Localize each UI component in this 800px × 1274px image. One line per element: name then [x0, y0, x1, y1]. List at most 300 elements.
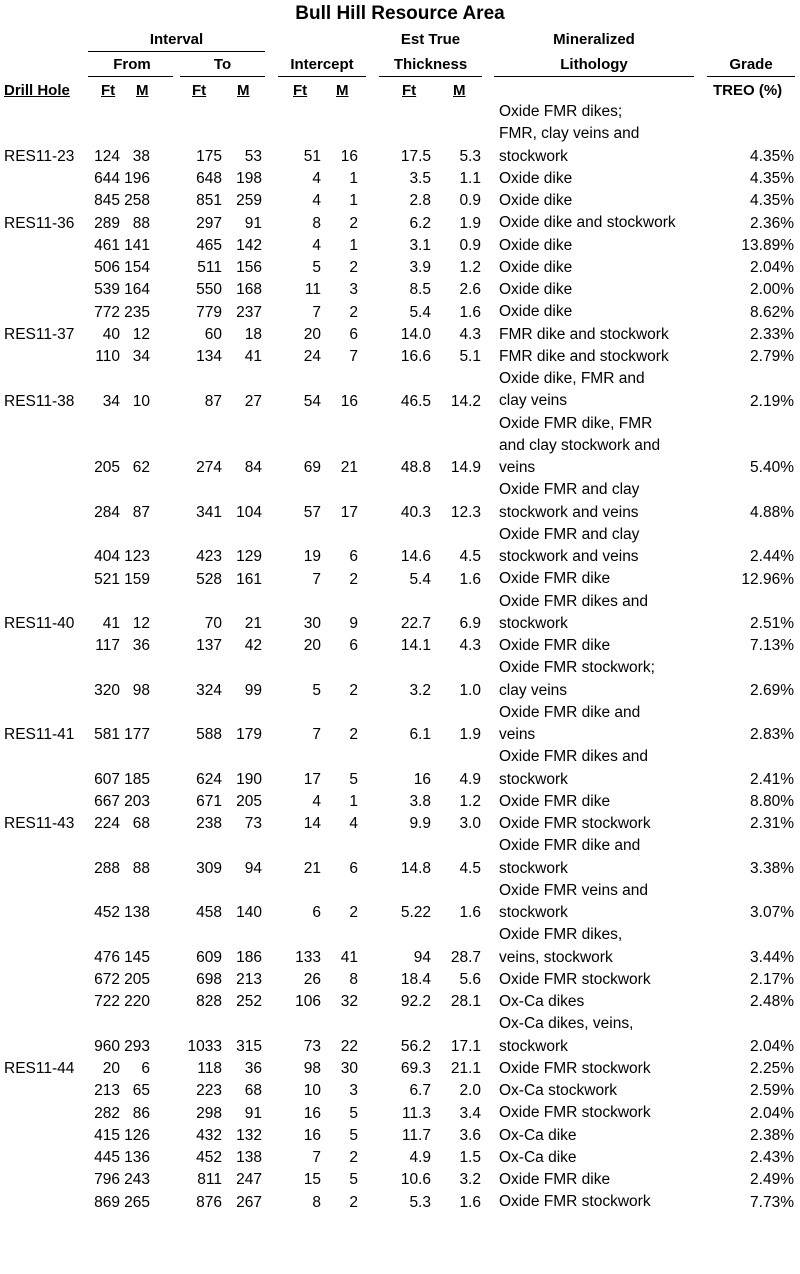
to-ft-cell: 432: [196, 1126, 222, 1144]
intercept-m-cell: 2: [349, 570, 358, 588]
drill-hole-cell: RES11-41: [4, 726, 75, 744]
table-row: [0, 413, 800, 480]
header-est-true: Est True: [400, 31, 461, 48]
table-row: [0, 168, 800, 190]
table-row: [0, 1169, 800, 1191]
from-ft-cell: 320: [94, 681, 120, 699]
intercept-m-cell: 16: [340, 147, 358, 165]
thickness-ft-cell: 5.22: [400, 904, 431, 922]
table-row: [0, 1080, 800, 1102]
from-ft-cell: 796: [94, 1171, 120, 1189]
intercept-m-cell: 2: [349, 214, 358, 232]
lithology-cell: [499, 168, 714, 190]
thickness-m-cell: 14.2: [450, 392, 481, 410]
intercept-ft-cell: 57: [303, 503, 321, 521]
to-ft-cell: 851: [196, 192, 222, 210]
header-drill-hole: Drill Hole: [4, 82, 70, 99]
thickness-m-cell: 5.6: [459, 971, 481, 988]
grade-cell: 4.88%: [750, 503, 794, 521]
drill-hole-cell: RES11-40: [4, 615, 75, 632]
lithology-cell: [499, 1191, 714, 1213]
to-ft-cell: 458: [196, 904, 222, 922]
intercept-m-cell: 5: [349, 1126, 358, 1144]
to-m-cell: 68: [244, 1082, 262, 1100]
grade-cell: 2.31%: [750, 815, 794, 833]
intercept-m-cell: 7: [349, 348, 358, 365]
from-ft-cell: 282: [94, 1104, 120, 1122]
intercept-ft-cell: 4: [312, 793, 321, 810]
to-ft-cell: 223: [196, 1082, 222, 1100]
lithology-line: Oxide dike, FMR and: [499, 370, 645, 387]
from-m-cell: 126: [124, 1126, 150, 1144]
to-m-cell: 27: [244, 392, 262, 410]
table-row: [0, 813, 800, 835]
from-ft-cell: 415: [94, 1126, 120, 1144]
to-m-cell: 179: [236, 726, 262, 744]
from-m-cell: 293: [124, 1037, 150, 1055]
intercept-ft-cell: 30: [303, 615, 321, 632]
to-m-cell: 91: [244, 1104, 262, 1122]
table-row: [0, 746, 800, 791]
lithology-line: stockwork: [499, 1037, 568, 1055]
intercept-ft-cell: 4: [312, 236, 321, 254]
lithology-line: Oxide FMR dike and: [499, 837, 641, 855]
to-ft-cell: 698: [196, 971, 222, 988]
table-row: [0, 924, 800, 969]
table-row: [0, 368, 800, 413]
intercept-m-cell: 2: [349, 1149, 358, 1166]
lithology-cell: [499, 1147, 714, 1169]
intercept-m-cell: 3: [349, 281, 358, 299]
thickness-ft-cell: 4.9: [409, 1149, 431, 1166]
drill-hole-cell: RES11-36: [4, 214, 75, 232]
thickness-ft-cell: 56.2: [400, 1037, 431, 1055]
to-ft-cell: 238: [196, 815, 222, 833]
thickness-ft-cell: 5.4: [409, 303, 431, 321]
lithology-line: Oxide FMR dikes,: [499, 926, 623, 944]
lithology-cell: [499, 813, 714, 835]
thickness-ft-cell: 16: [413, 770, 431, 788]
table-row: [0, 212, 800, 234]
from-m-cell: 196: [124, 170, 150, 187]
intercept-m-cell: 32: [340, 993, 358, 1011]
lithology-cell: [499, 1058, 714, 1080]
thickness-ft-cell: 22.7: [400, 615, 431, 632]
lithology-line: Oxide FMR dike and: [499, 703, 641, 721]
to-m-cell: 21: [244, 615, 262, 632]
thickness-m-cell: 1.9: [459, 726, 481, 744]
intercept-ft-cell: 11: [304, 281, 321, 299]
table-row: [0, 279, 800, 301]
grade-cell: 2.41%: [750, 770, 794, 788]
to-ft-cell: 876: [196, 1193, 222, 1211]
lithology-line: Oxide FMR stockwork: [499, 1104, 651, 1122]
thickness-ft-cell: 3.1: [409, 236, 431, 254]
from-ft-cell: 607: [94, 770, 120, 788]
from-ft-cell: 124: [94, 147, 120, 165]
grade-cell: 2.69%: [750, 681, 794, 699]
lithology-line: stockwork and veins: [499, 548, 639, 565]
thickness-ft-cell: 11.7: [401, 1126, 431, 1144]
to-ft-cell: 779: [196, 303, 222, 321]
intercept-ft-cell: 16: [303, 1126, 321, 1144]
lithology-cell: [499, 257, 714, 279]
lithology-line: FMR, clay veins and: [499, 125, 640, 143]
header-interval: Interval: [149, 31, 204, 48]
lithology-line: Ox-Ca dikes, veins,: [499, 1015, 634, 1033]
header-intercept-m: M: [336, 82, 349, 99]
from-m-cell: 88: [132, 214, 150, 232]
thickness-ft-cell: 14.6: [400, 548, 431, 566]
to-m-cell: 186: [236, 948, 262, 966]
intercept-ft-cell: 4: [312, 170, 321, 187]
lithology-line: Oxide dike: [499, 169, 573, 187]
from-m-cell: 154: [124, 259, 150, 276]
thickness-m-cell: 4.9: [459, 770, 481, 788]
page-title: Bull Hill Resource Area: [295, 3, 505, 24]
from-m-cell: 203: [124, 793, 150, 810]
to-ft-cell: 298: [196, 1104, 222, 1122]
from-ft-cell: 452: [94, 904, 120, 922]
thickness-m-cell: 5.3: [459, 147, 481, 165]
grade-cell: 2.49%: [750, 1171, 794, 1189]
from-m-cell: 68: [132, 815, 150, 833]
lithology-cell: [499, 746, 714, 791]
thickness-m-cell: 17.1: [450, 1037, 481, 1055]
thickness-ft-cell: 14.0: [400, 325, 431, 343]
table-row: [0, 1058, 800, 1080]
header-grade: Grade: [729, 56, 773, 73]
from-m-cell: 185: [124, 770, 150, 788]
thickness-m-cell: 1.2: [459, 259, 481, 276]
thickness-m-cell: 3.0: [459, 815, 481, 833]
thickness-m-cell: 6.9: [459, 615, 481, 632]
lithology-cell: [499, 991, 714, 1013]
thickness-ft-cell: 14.8: [400, 859, 431, 877]
from-m-cell: 10: [132, 392, 150, 410]
lithology-line: Oxide FMR stockwork: [499, 1193, 651, 1211]
from-ft-cell: 476: [94, 948, 120, 966]
intercept-ft-cell: 5: [312, 681, 321, 699]
from-ft-cell: 213: [94, 1082, 120, 1100]
from-ft-cell: 672: [94, 971, 120, 988]
from-ft-cell: 960: [94, 1037, 120, 1055]
to-ft-cell: 828: [196, 993, 222, 1011]
thickness-ft-cell: 8.5: [409, 281, 431, 299]
from-ft-cell: 461: [94, 236, 120, 254]
thickness-m-cell: 3.2: [459, 1171, 481, 1189]
header-lithology: Lithology: [560, 56, 628, 73]
intercept-ft-cell: 7: [312, 726, 321, 744]
grade-cell: 2.79%: [750, 348, 794, 365]
thickness-m-cell: 1.1: [459, 170, 481, 187]
header-from-ft: Ft: [101, 82, 116, 99]
intercept-ft-cell: 98: [303, 1060, 321, 1077]
lithology-line: veins, stockwork: [499, 948, 613, 966]
grade-cell: 5.40%: [750, 459, 794, 477]
header-treo: TREO (%): [713, 82, 783, 99]
thickness-m-cell: 1.6: [459, 570, 481, 588]
grade-cell: 2.83%: [750, 726, 794, 744]
intercept-ft-cell: 16: [303, 1104, 321, 1122]
lithology-cell: [499, 101, 714, 168]
to-m-cell: 213: [236, 971, 262, 988]
to-m-cell: 91: [244, 214, 262, 232]
from-ft-cell: 772: [94, 303, 120, 321]
intercept-ft-cell: 7: [312, 570, 321, 588]
intercept-ft-cell: 14: [303, 815, 321, 833]
lithology-line: Oxide dike: [499, 281, 573, 298]
drill-hole-cell: RES11-44: [4, 1060, 75, 1077]
to-ft-cell: 528: [196, 570, 222, 588]
lithology-line: Oxide FMR dikes and: [499, 592, 649, 610]
grade-cell: 2.19%: [750, 392, 794, 410]
from-m-cell: 265: [124, 1193, 150, 1211]
lithology-line: Oxide FMR stockwork: [499, 815, 651, 832]
thickness-ft-cell: 10.6: [400, 1171, 431, 1189]
lithology-line: Oxide FMR dike: [499, 792, 611, 810]
table-row: [0, 1013, 800, 1058]
intercept-m-cell: 2: [349, 726, 358, 744]
header-from: From: [113, 56, 151, 73]
to-ft-cell: 671: [196, 793, 222, 810]
thickness-ft-cell: 46.5: [400, 392, 431, 410]
lithology-cell: [499, 279, 714, 301]
lithology-line: Oxide FMR and clay: [499, 525, 640, 543]
intercept-ft-cell: 20: [303, 637, 321, 655]
table-row: [0, 257, 800, 279]
thickness-ft-cell: 11.3: [401, 1104, 431, 1122]
intercept-m-cell: 6: [349, 637, 358, 655]
from-ft-cell: 288: [94, 859, 120, 877]
intercept-m-cell: 21: [340, 459, 358, 477]
header-intercept-ft: Ft: [293, 82, 308, 99]
to-ft-cell: 341: [196, 503, 222, 521]
thickness-ft-cell: 3.9: [409, 259, 431, 276]
intercept-ft-cell: 24: [303, 348, 321, 365]
grade-cell: 2.59%: [750, 1082, 794, 1100]
to-m-cell: 99: [244, 681, 262, 699]
intercept-m-cell: 5: [349, 1171, 358, 1189]
table-row: [0, 1102, 800, 1124]
table-row: [0, 324, 800, 346]
thickness-m-cell: 5.1: [459, 348, 481, 365]
grade-cell: 2.04%: [750, 1104, 794, 1122]
to-m-cell: 36: [244, 1060, 262, 1077]
intercept-m-cell: 3: [349, 1082, 358, 1100]
lithology-line: stockwork and veins: [499, 503, 639, 521]
from-m-cell: 136: [124, 1149, 150, 1166]
thickness-m-cell: 0.9: [459, 236, 481, 254]
grade-cell: 2.04%: [750, 1037, 794, 1055]
from-ft-cell: 581: [94, 726, 120, 744]
intercept-ft-cell: 73: [303, 1037, 321, 1055]
lithology-line: FMR dike and stockwork: [499, 325, 669, 343]
to-m-cell: 247: [236, 1171, 262, 1189]
intercept-ft-cell: 7: [312, 1149, 321, 1166]
to-ft-cell: 465: [196, 236, 222, 254]
to-m-cell: 259: [236, 192, 262, 210]
thickness-ft-cell: 94: [413, 948, 431, 966]
from-m-cell: 12: [132, 615, 150, 632]
from-ft-cell: 722: [94, 993, 120, 1011]
lithology-line: clay veins: [499, 681, 568, 699]
to-m-cell: 168: [236, 281, 262, 299]
to-m-cell: 267: [236, 1193, 262, 1211]
to-m-cell: 140: [236, 904, 262, 922]
thickness-ft-cell: 16.6: [400, 348, 431, 365]
thickness-m-cell: 3.4: [459, 1104, 481, 1122]
thickness-m-cell: 1.2: [459, 793, 481, 810]
thickness-ft-cell: 9.9: [409, 815, 431, 833]
intercept-m-cell: 4: [349, 815, 358, 833]
table-row: [0, 591, 800, 636]
table-row: [0, 479, 800, 524]
from-m-cell: 62: [132, 459, 150, 477]
lithology-line: stockwork: [499, 859, 568, 877]
thickness-ft-cell: 18.4: [400, 971, 431, 988]
header-thickness-m: M: [453, 82, 466, 99]
intercept-ft-cell: 10: [303, 1082, 321, 1100]
lithology-cell: [499, 301, 714, 323]
to-ft-cell: 588: [196, 726, 222, 744]
from-m-cell: 145: [124, 948, 150, 966]
table-row: [0, 791, 800, 813]
thickness-m-cell: 2.6: [459, 281, 481, 299]
intercept-ft-cell: 15: [303, 1171, 321, 1189]
lithology-line: clay veins: [499, 392, 568, 410]
thickness-ft-cell: 2.8: [409, 192, 431, 210]
lithology-cell: [499, 568, 714, 590]
lithology-cell: [499, 880, 714, 925]
thickness-ft-cell: 6.7: [409, 1082, 431, 1100]
grade-cell: 2.36%: [750, 214, 794, 232]
from-m-cell: 34: [132, 348, 150, 365]
table-row: [0, 101, 800, 168]
table-row: [0, 880, 800, 925]
lithology-line: stockwork: [499, 614, 568, 632]
intercept-m-cell: 6: [349, 859, 358, 877]
lithology-line: Oxide FMR stockwork: [499, 1059, 651, 1077]
to-ft-cell: 550: [196, 281, 222, 299]
to-ft-cell: 297: [196, 214, 222, 232]
header-to-m: M: [237, 82, 250, 99]
to-m-cell: 84: [244, 459, 262, 477]
grade-cell: 8.80%: [750, 793, 794, 810]
lithology-cell: [499, 1102, 714, 1124]
from-m-cell: 65: [132, 1082, 150, 1100]
from-m-cell: 141: [124, 236, 150, 254]
from-ft-cell: 667: [94, 793, 120, 810]
to-m-cell: 42: [244, 637, 262, 655]
grade-cell: 2.33%: [750, 325, 794, 343]
intercept-m-cell: 17: [340, 503, 358, 521]
from-ft-cell: 34: [102, 392, 120, 410]
intercept-m-cell: 5: [349, 1104, 358, 1122]
intercept-m-cell: 41: [340, 948, 358, 966]
from-m-cell: 220: [124, 993, 150, 1011]
table-row: [0, 190, 800, 212]
to-ft-cell: 60: [204, 325, 222, 343]
thickness-ft-cell: 69.3: [400, 1060, 431, 1077]
thickness-m-cell: 4.3: [459, 637, 481, 655]
intercept-m-cell: 1: [349, 192, 358, 210]
from-ft-cell: 40: [102, 325, 120, 343]
intercept-ft-cell: 69: [303, 459, 321, 477]
to-ft-cell: 423: [196, 548, 222, 566]
lithology-cell: [499, 479, 714, 524]
intercept-ft-cell: 26: [303, 971, 321, 988]
from-ft-cell: 869: [94, 1193, 120, 1211]
from-m-cell: 205: [124, 971, 150, 988]
to-ft-cell: 137: [196, 637, 222, 655]
to-m-cell: 41: [244, 348, 262, 365]
drill-hole-cell: RES11-38: [4, 392, 75, 410]
to-m-cell: 73: [244, 815, 262, 833]
grade-cell: 2.17%: [750, 971, 794, 988]
lithology-cell: [499, 324, 714, 346]
from-ft-cell: 20: [102, 1060, 120, 1077]
table-row: [0, 835, 800, 880]
to-ft-cell: 452: [196, 1149, 222, 1166]
intercept-m-cell: 9: [349, 615, 358, 632]
lithology-line: Ox-Ca dike: [499, 1148, 577, 1166]
to-ft-cell: 309: [196, 859, 222, 877]
lithology-line: Oxide FMR dikes;: [499, 103, 623, 120]
intercept-ft-cell: 8: [312, 214, 321, 232]
from-ft-cell: 41: [102, 615, 120, 632]
from-ft-cell: 644: [94, 170, 120, 187]
lithology-cell: [499, 235, 714, 257]
from-m-cell: 98: [132, 681, 150, 699]
grade-cell: 4.35%: [750, 192, 794, 210]
intercept-m-cell: 1: [349, 793, 358, 810]
intercept-ft-cell: 8: [312, 1193, 321, 1211]
grade-cell: 3.38%: [750, 859, 794, 877]
to-m-cell: 94: [244, 859, 262, 877]
from-ft-cell: 445: [94, 1149, 120, 1166]
from-m-cell: 87: [132, 503, 150, 521]
lithology-line: veins: [499, 459, 536, 476]
intercept-m-cell: 2: [349, 303, 358, 321]
thickness-ft-cell: 92.2: [400, 993, 431, 1011]
to-ft-cell: 511: [197, 259, 222, 276]
grade-cell: 3.44%: [750, 948, 794, 966]
table-row: [0, 969, 800, 991]
header-intercept: Intercept: [290, 56, 354, 73]
intercept-ft-cell: 106: [295, 993, 321, 1011]
intercept-m-cell: 8: [349, 971, 358, 988]
intercept-m-cell: 5: [349, 770, 358, 788]
to-m-cell: 18: [244, 325, 262, 343]
from-m-cell: 159: [124, 570, 150, 588]
lithology-line: stockwork: [499, 147, 568, 165]
to-ft-cell: 134: [196, 348, 222, 365]
intercept-m-cell: 6: [349, 548, 358, 566]
from-ft-cell: 521: [94, 570, 120, 588]
to-m-cell: 252: [236, 993, 262, 1011]
grade-cell: 2.51%: [750, 615, 794, 632]
drill-hole-cell: RES11-37: [4, 325, 75, 343]
to-ft-cell: 118: [197, 1060, 222, 1077]
lithology-line: veins: [499, 726, 536, 743]
intercept-ft-cell: 6: [312, 904, 321, 922]
from-ft-cell: 110: [95, 348, 120, 365]
lithology-cell: [499, 1169, 714, 1191]
lithology-line: Oxide FMR dike: [499, 637, 611, 654]
lithology-cell: [499, 1125, 714, 1147]
intercept-m-cell: 1: [349, 236, 358, 254]
